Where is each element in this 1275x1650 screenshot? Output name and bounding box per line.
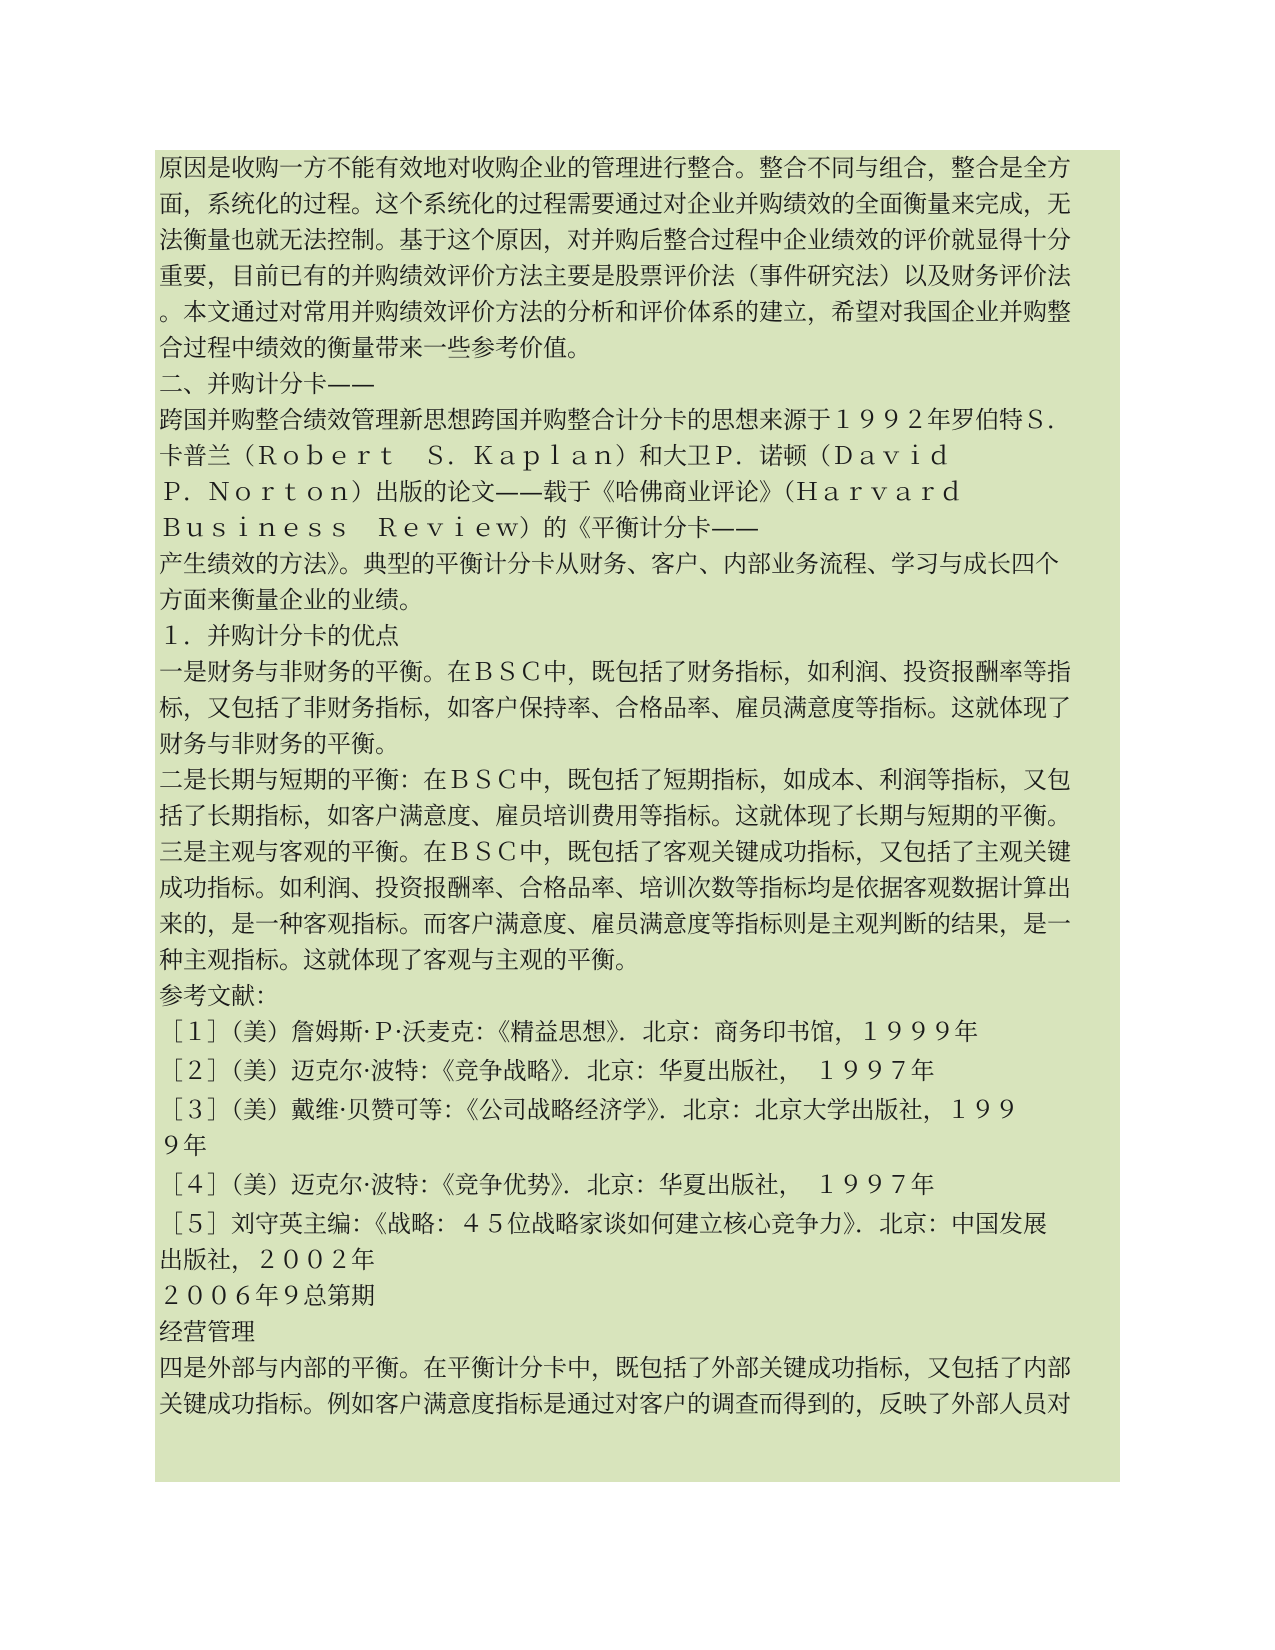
reference-item: ［５］刘守英主编：《战略：４５位战略家谈如何建立核心竞争力》．北京：中国发展: [159, 1210, 1047, 1238]
reference-item: ［３］（美）戴维·贝赞可等：《公司战略经济学》．北京：北京大学出版社，１９９: [159, 1096, 1019, 1124]
text-line: 二是长期与短期的平衡：在ＢＳＣ中，既包括了短期指标，如成本、利润等指标，又包: [159, 766, 1071, 794]
reference-item: ９年: [159, 1132, 207, 1160]
text-line: 重要，目前已有的并购绩效评价方法主要是股票评价法（事件研究法）以及财务评价法: [159, 262, 1071, 290]
text-line: 卡普兰（Ｒｏｂｅｒｔ Ｓ．Ｋａｐｌａｎ）和大卫Ｐ．诺顿（Ｄａｖｉｄ: [159, 442, 951, 470]
reference-item: ［４］（美）迈克尔·波特：《竞争优势》．北京：华夏出版社， １９９７年: [159, 1171, 935, 1199]
text-line: 括了长期指标，如客户满意度、雇员培训费用等指标。这就体现了长期与短期的平衡。: [159, 802, 1071, 830]
text-line: 三是主观与客观的平衡。在ＢＳＣ中，既包括了客观关键成功指标，又包括了主观关键: [159, 838, 1071, 866]
text-line: 合过程中绩效的衡量带来一些参考价值。: [159, 334, 591, 362]
text-line: Ｐ．Ｎｏｒｔｏｎ）出版的论文——载于《哈佛商业评论》（Ｈａｒｖａｒｄ: [159, 478, 963, 506]
reference-item: ［２］（美）迈克尔·波特：《竞争战略》．北京：华夏出版社， １９９７年: [159, 1057, 935, 1085]
text-line: 财务与非财务的平衡。: [159, 730, 399, 758]
text-line: 四是外部与内部的平衡。在平衡计分卡中，既包括了外部关键成功指标，又包括了内部: [159, 1354, 1071, 1382]
text-line: 来的，是一种客观指标。而客户满意度、雇员满意度等指标则是主观判断的结果，是一: [159, 910, 1071, 938]
text-line: 跨国并购整合绩效管理新思想跨国并购整合计分卡的思想来源于１９９２年罗伯特Ｓ．: [159, 406, 1071, 434]
text-line: 原因是收购一方不能有效地对收购企业的管理进行整合。整合不同与组合，整合是全方: [159, 154, 1071, 182]
text-line: 产生绩效的方法》。典型的平衡计分卡从财务、客户、内部业务流程、学习与成长四个: [159, 550, 1059, 578]
text-line: 一是财务与非财务的平衡。在ＢＳＣ中，既包括了财务指标，如利润、投资报酬率等指: [159, 658, 1071, 686]
column-label: 经营管理: [159, 1318, 255, 1346]
section-heading: 二、并购计分卡——: [159, 370, 375, 398]
reference-item: ［１］（美）詹姆斯·Ｐ·沃麦克：《精益思想》．北京：商务印书馆，１９９９年: [159, 1018, 979, 1046]
issue-label: ２００６年９总第期: [159, 1282, 375, 1310]
text-line: 方面来衡量企业的业绩。: [159, 586, 423, 614]
text-line: 。本文通过对常用并购绩效评价方法的分析和评价体系的建立，希望对我国企业并购整: [159, 298, 1071, 326]
text-line: 成功指标。如利润、投资报酬率、合格品率、培训次数等指标均是依据客观数据计算出: [159, 874, 1071, 902]
subsection-heading: １．并购计分卡的优点: [159, 622, 399, 650]
text-line: 标，又包括了非财务指标，如客户保持率、合格品率、雇员满意度等指标。这就体现了: [159, 694, 1071, 722]
text-line: 关键成功指标。例如客户满意度指标是通过对客户的调查而得到的，反映了外部人员对: [159, 1390, 1071, 1418]
text-line: 法衡量也就无法控制。基于这个原因，对并购后整合过程中企业绩效的评价就显得十分: [159, 226, 1071, 254]
reference-item: 出版社，２００２年: [159, 1246, 375, 1274]
text-line: Ｂｕｓｉｎｅｓｓ Ｒｅｖｉｅｗ）的《平衡计分卡——: [159, 514, 759, 542]
text-line: 面，系统化的过程。这个系统化的过程需要通过对企业并购绩效的全面衡量来完成，无: [159, 190, 1071, 218]
highlighted-text-block: [155, 150, 1120, 1482]
references-heading: 参考文献：: [159, 982, 279, 1010]
text-line: 种主观指标。这就体现了客观与主观的平衡。: [159, 946, 639, 974]
